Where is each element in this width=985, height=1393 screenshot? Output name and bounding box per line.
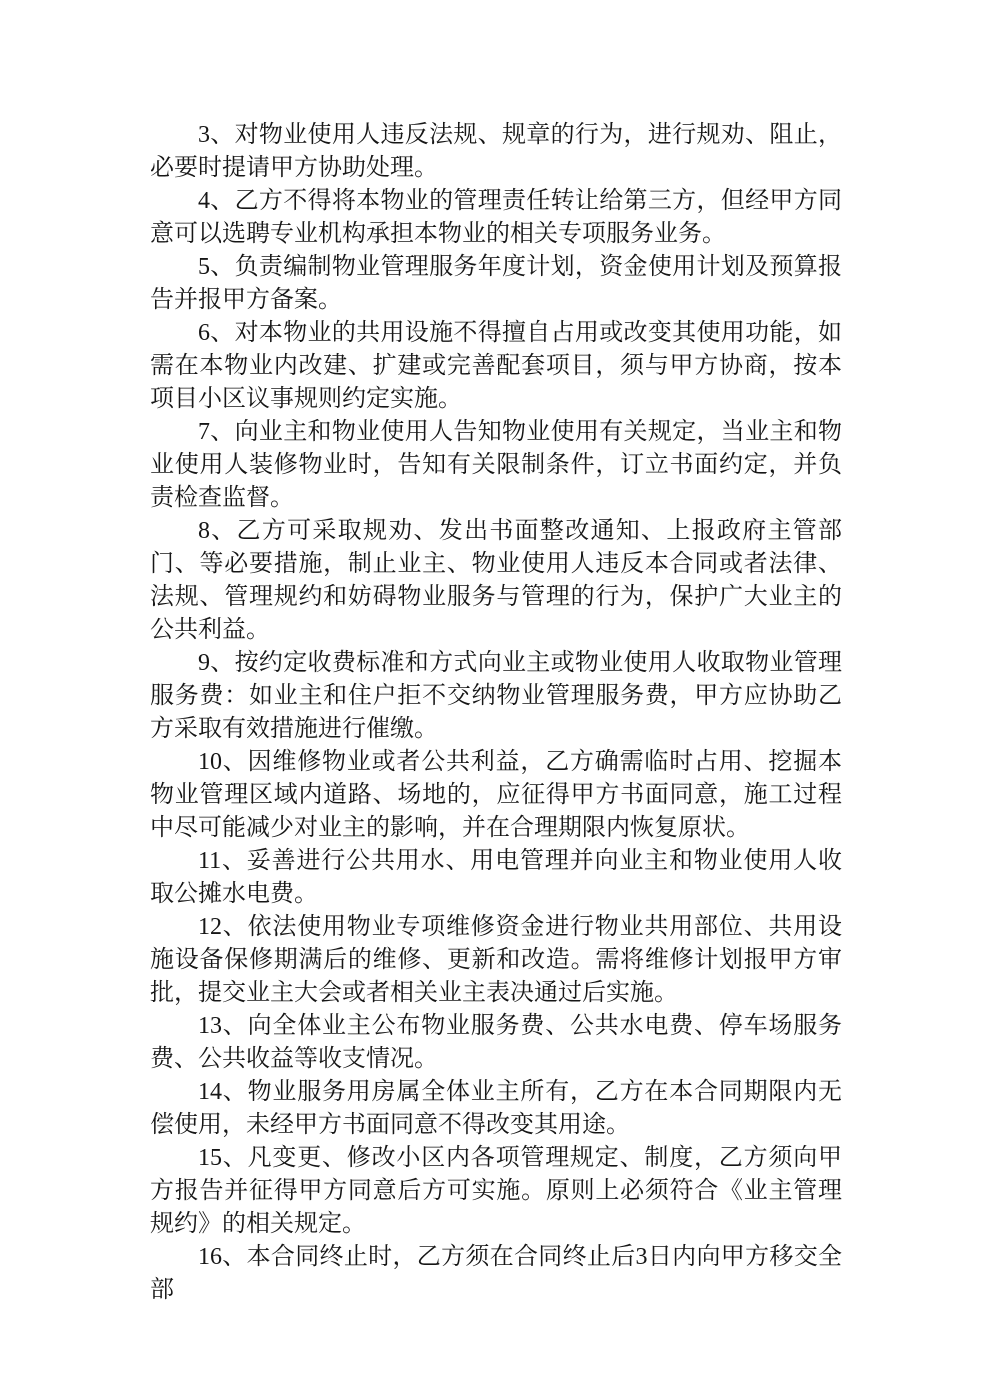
- clause-9: 9、按约定收费标准和方式向业主或物业使用人收取物业管理服务费：如业主和住户拒不交纳物业管理服务费，甲方应协助乙方采取有效措施进行催缴。: [150, 650, 842, 742]
- clause-11: 11、妥善进行公共用水、用电管理并向业主和物业使用人收取公摊水电费。: [150, 848, 842, 907]
- clause-10: 10、因维修物业或者公共利益，乙方确需临时占用、挖掘本物业管理区域内道路、场地的，应征得甲方书面同意，施工过程中尽可能减少对业主的影响，并在合理期限内恢复原状。: [150, 749, 842, 841]
- clause-8: 8、乙方可采取规劝、发出书面整改通知、上报政府主管部门、等必要措施，制止业主、物业使用人违反本合同或者法律、法规、管理规约和妨碍物业服务与管理的行为，保护广大业主的公共利益。: [150, 518, 842, 643]
- clause-4: 4、乙方不得将本物业的管理责任转让给第三方，但经甲方同意可以选聘专业机构承担本物业的相关专项服务业务。: [150, 188, 842, 247]
- clause-7: 7、向业主和物业使用人告知物业使用有关规定，当业主和物业使用人装修物业时，告知有关限制条件，订立书面约定，并负责检查监督。: [150, 419, 842, 511]
- clause-16: 16、本合同终止时，乙方须在合同终止后3日内向甲方移交全部: [150, 1244, 842, 1303]
- clause-3: 3、对物业使用人违反法规、规章的行为，进行规劝、阻止，必要时提请甲方协助处理。: [150, 122, 842, 181]
- clause-5: 5、负责编制物业管理服务年度计划，资金使用计划及预算报告并报甲方备案。: [150, 254, 842, 313]
- clause-13: 13、向全体业主公布物业服务费、公共水电费、停车场服务费、公共收益等收支情况。: [150, 1013, 842, 1072]
- clause-15: 15、凡变更、修改小区内各项管理规定、制度，乙方须向甲方报告并征得甲方同意后方可实施。原则上必须符合《业主管理规约》的相关规定。: [150, 1145, 842, 1237]
- clause-6: 6、对本物业的共用设施不得擅自占用或改变其使用功能，如需在本物业内改建、扩建或完善配套项目，须与甲方协商，按本项目小区议事规则约定实施。: [150, 320, 842, 412]
- clause-14: 14、物业服务用房属全体业主所有，乙方在本合同期限内无偿使用，未经甲方书面同意不得改变其用途。: [150, 1079, 842, 1138]
- clause-12: 12、依法使用物业专项维修资金进行物业共用部位、共用设施设备保修期满后的维修、更新和改造。需将维修计划报甲方审批，提交业主大会或者相关业主表决通过后实施。: [150, 914, 842, 1006]
